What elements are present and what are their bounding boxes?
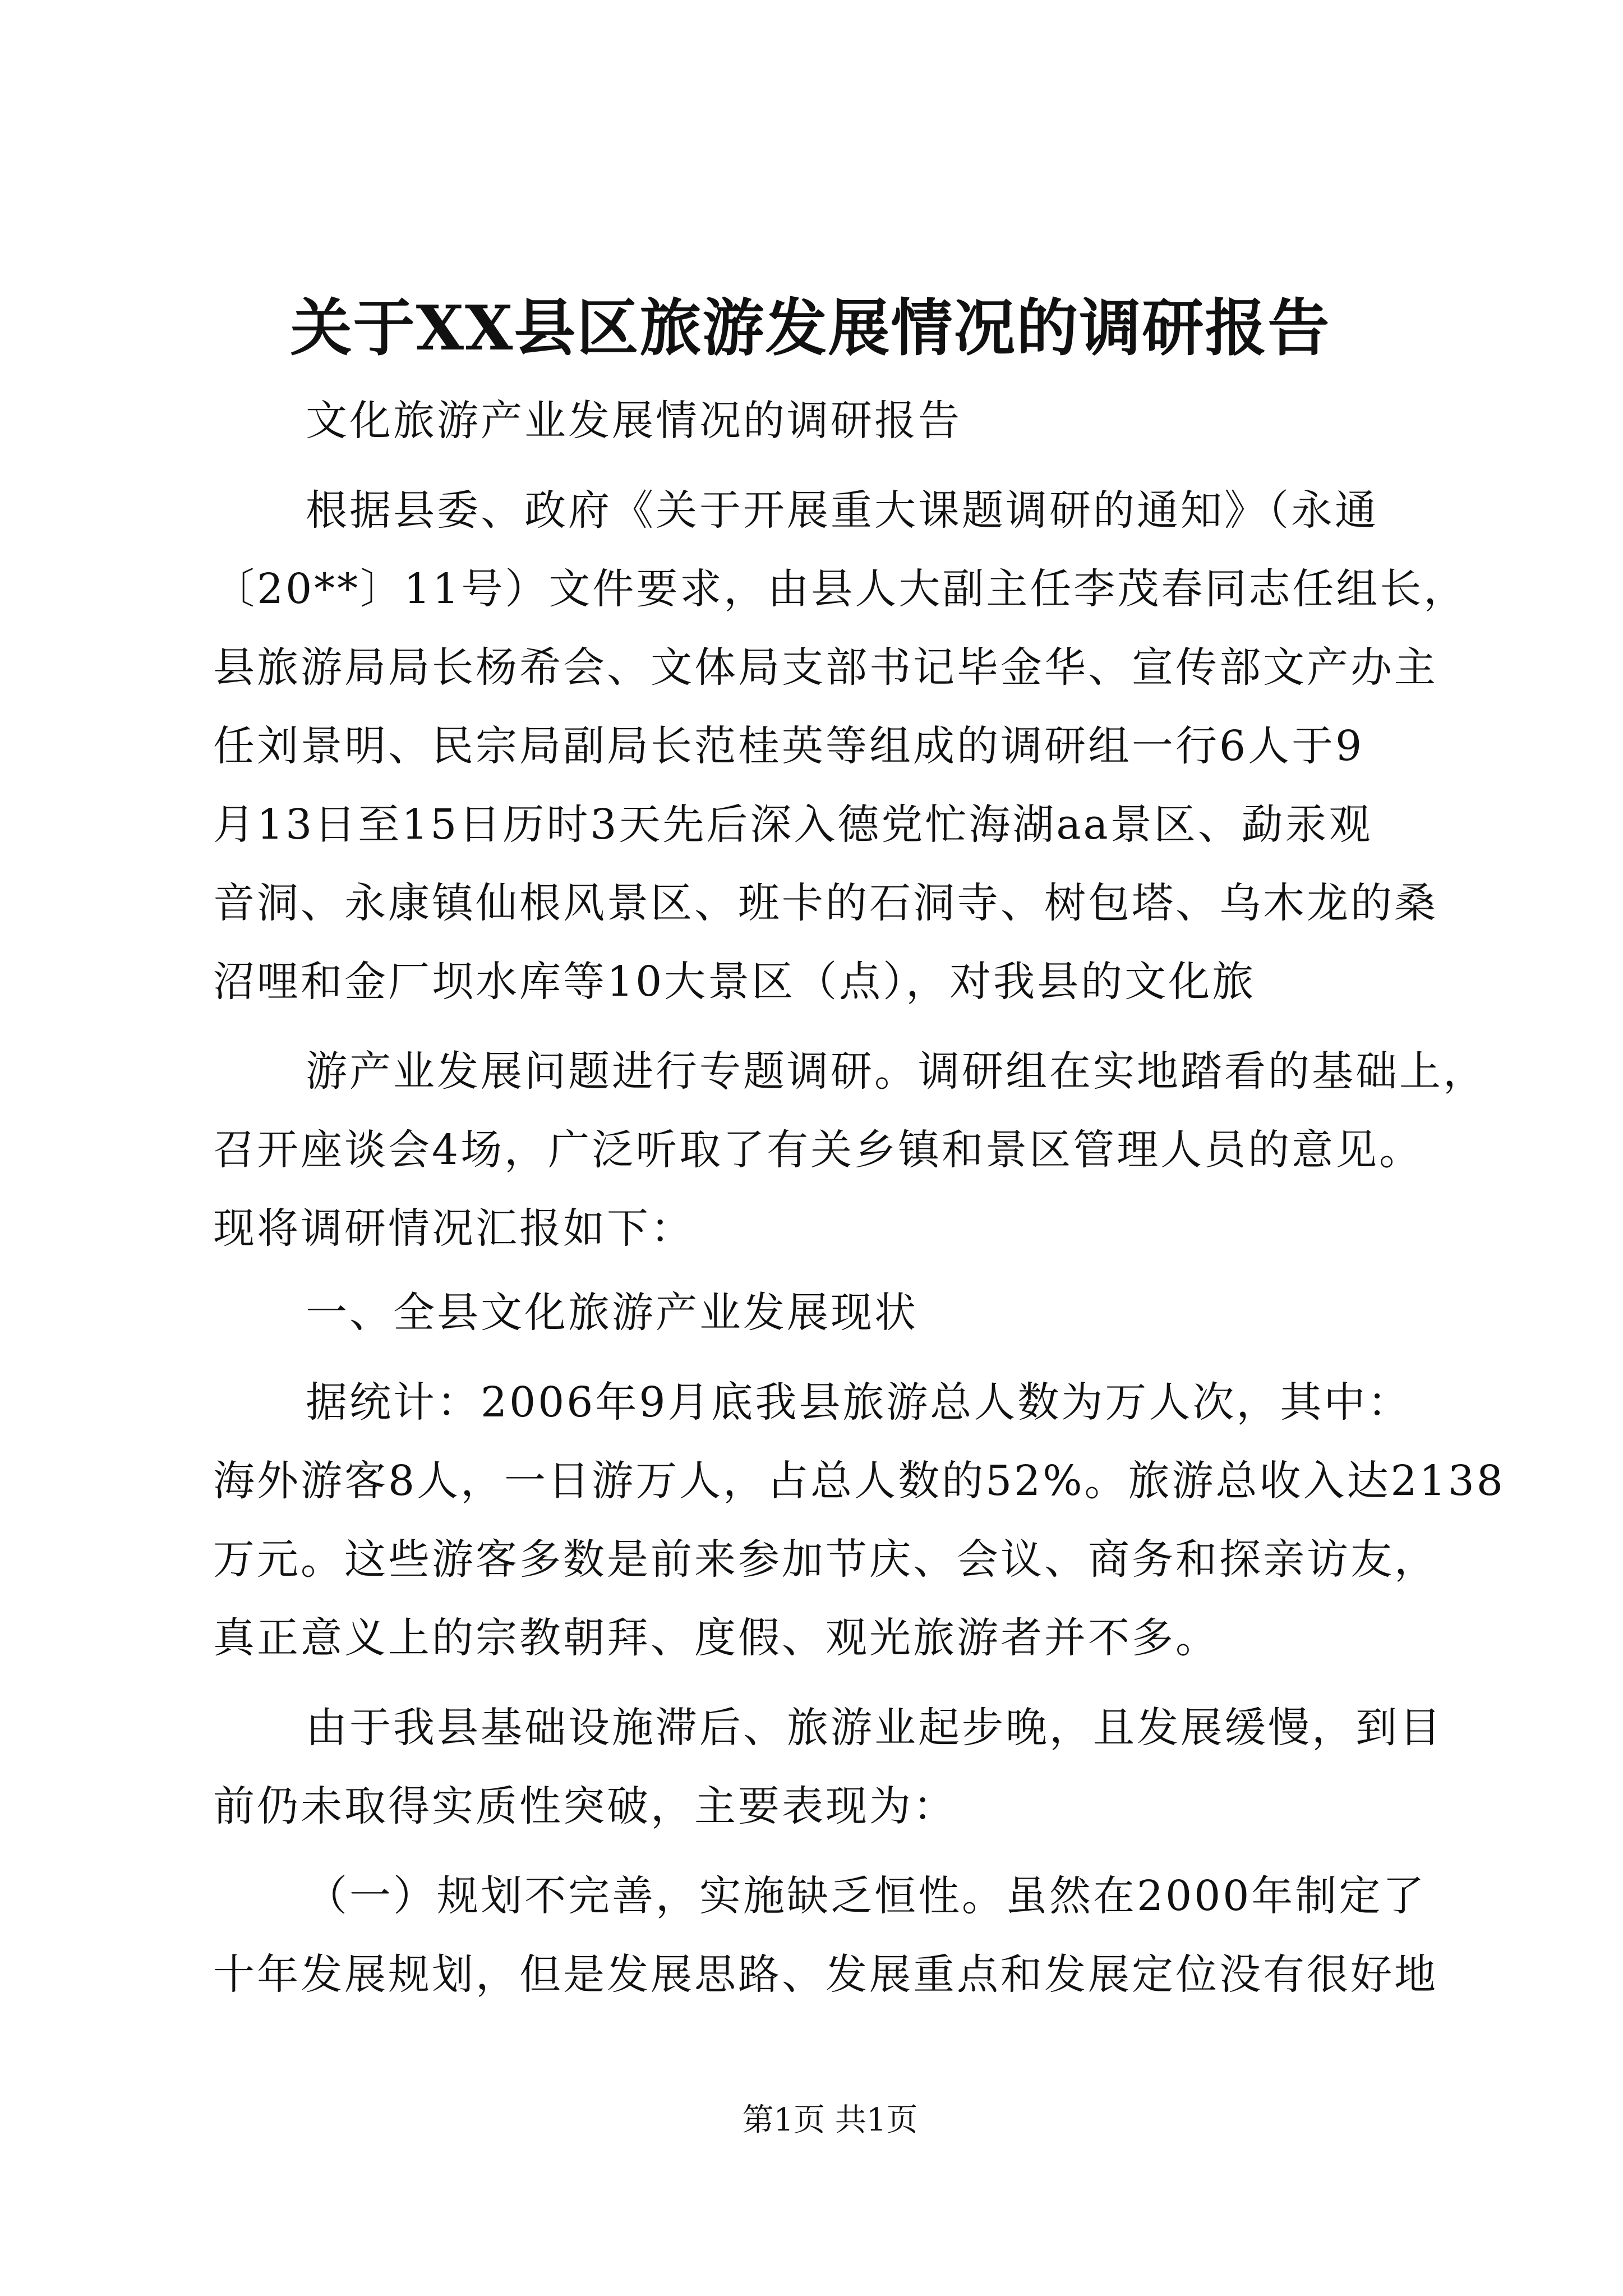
page-number: 第1页 共1页	[742, 2102, 918, 2138]
paragraph-line: 音洞、永康镇仙根风景区、班卡的石洞寺、树包塔、乌木龙的桑	[213, 879, 1438, 927]
paragraph-line: 召开座谈会4场，广泛听取了有关乡镇和景区管理人员的意见。	[213, 1126, 1423, 1174]
paragraph-line: 海外游客8人，一日游万人，占总人数的52%。旅游总收入达2138	[213, 1457, 1505, 1505]
document-title: 关于XX县区旅游发展情况的调研报告	[290, 292, 1331, 364]
paragraph-line: 据统计：2006年9月底我县旅游总人数为万人次，其中：	[306, 1378, 1412, 1427]
paragraph-line: 十年发展规划，但是发展思路、发展重点和发展定位没有很好地	[213, 1950, 1438, 1999]
paragraph-line: 真正意义上的宗教朝拜、度假、观光旅游者并不多。	[213, 1614, 1219, 1662]
paragraph-line: 由于我县基础设施滞后、旅游业起步晚，且发展缓慢，到目	[306, 1704, 1443, 1752]
paragraph-line: 〔20**〕11号）文件要求，由县人大副主任李茂春同志任组长，	[213, 565, 1468, 613]
paragraph-line: 根据县委、政府《关于开展重大课题调研的通知》（永通	[306, 486, 1378, 535]
paragraph-line: 现将调研情况汇报如下：	[213, 1204, 694, 1253]
section-heading: 一、全县文化旅游产业发展现状	[306, 1289, 918, 1337]
paragraph-line: 前仍未取得实质性突破，主要表现为：	[213, 1782, 957, 1830]
paragraph-line: 沼哩和金厂坝水库等10大景区（点），对我县的文化旅	[213, 958, 1256, 1006]
subtitle-line: 文化旅游产业发展情况的调研报告	[306, 397, 962, 445]
paragraph-line: 县旅游局局长杨希会、文体局支部书记毕金华、宣传部文产办主	[213, 643, 1438, 692]
paragraph-line: 任刘景明、民宗局副局长范桂英等组成的调研组一行6人于9	[213, 722, 1364, 770]
paragraph-line: 万元。这些游客多数是前来参加节庆、会议、商务和探亲访友，	[213, 1535, 1438, 1584]
paragraph-line: （一）规划不完善，实施缺乏恒性。虽然在2000年制定了	[306, 1872, 1427, 1920]
paragraph-line: 月13日至15日历时3天先后深入德党忙海湖aa景区、勐汞观	[213, 800, 1373, 849]
paragraph-line: 游产业发展问题进行专题调研。调研组在实地踏看的基础上，	[306, 1047, 1487, 1096]
